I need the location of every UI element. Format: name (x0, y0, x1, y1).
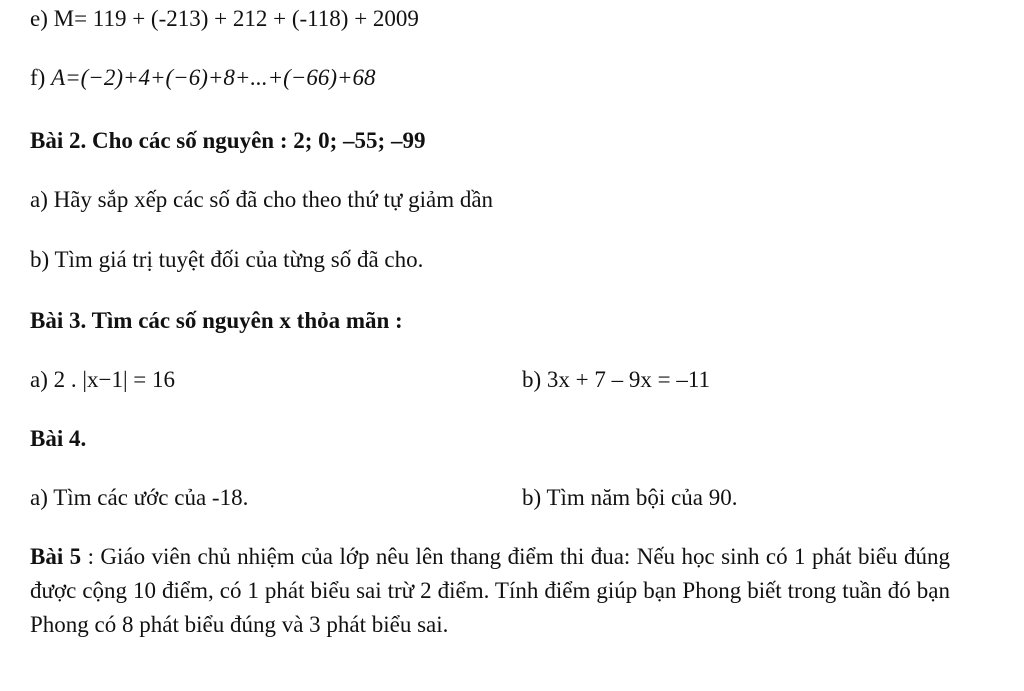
exercise-f (30, 63, 376, 93)
exercise-f-expression: A=(−2)+4+(−6)+8+...+(−66)+68 (51, 65, 376, 90)
exercise-f-label: f) (30, 65, 52, 90)
bai3-part-b (522, 365, 710, 395)
bai3-part-b-label: b) (522, 367, 547, 392)
bai2-title: Bài 2. Cho các số nguyên : 2; 0; –55; –99 (30, 128, 426, 153)
bai4-title: Bài 4. (30, 426, 87, 451)
bai5-title: Bài 5 (30, 544, 82, 569)
bai4-part-a: a) Tìm các ước của -18. (30, 485, 249, 510)
bai2-part-b: b) Tìm giá trị tuyệt đối của từng số đã cho. (30, 247, 424, 272)
exercise-e (30, 4, 419, 34)
bai4-part-b: b) Tìm năm bội của 90. (522, 485, 738, 510)
bai3-part-a (30, 365, 175, 395)
bai3-part-a-expression: 2 . |x−1| = 16 (53, 367, 176, 392)
bai3-part-a-label: a) (30, 367, 54, 392)
bai2-part-a: a) Hãy sắp xếp các số đã cho theo thứ tự giảm dần (30, 187, 494, 212)
exercise-e-expression: M= 119 + (-213) + 212 + (-118) + 2009 (53, 6, 419, 31)
exercise-e-label: e) (30, 6, 54, 31)
bai5-text: : Giáo viên chủ nhiệm của lớp nêu lên thang điểm thi đua: Nếu học sinh có 1 phát biểu đúng được cộng 10 điểm, có 1 phát biểu sai trừ 2 điểm. Tính điểm giúp bạn Phong biết trong tuần đó bạn Phong có 8 phát biểu đúng và 3 phát biểu sai. (30, 544, 950, 637)
bai3-title: Bài 3. Tìm các số nguyên x thỏa mãn : (30, 308, 403, 333)
bai3-part-b-expression: 3x + 7 – 9x = –11 (546, 367, 711, 392)
bai5-paragraph (30, 540, 950, 642)
